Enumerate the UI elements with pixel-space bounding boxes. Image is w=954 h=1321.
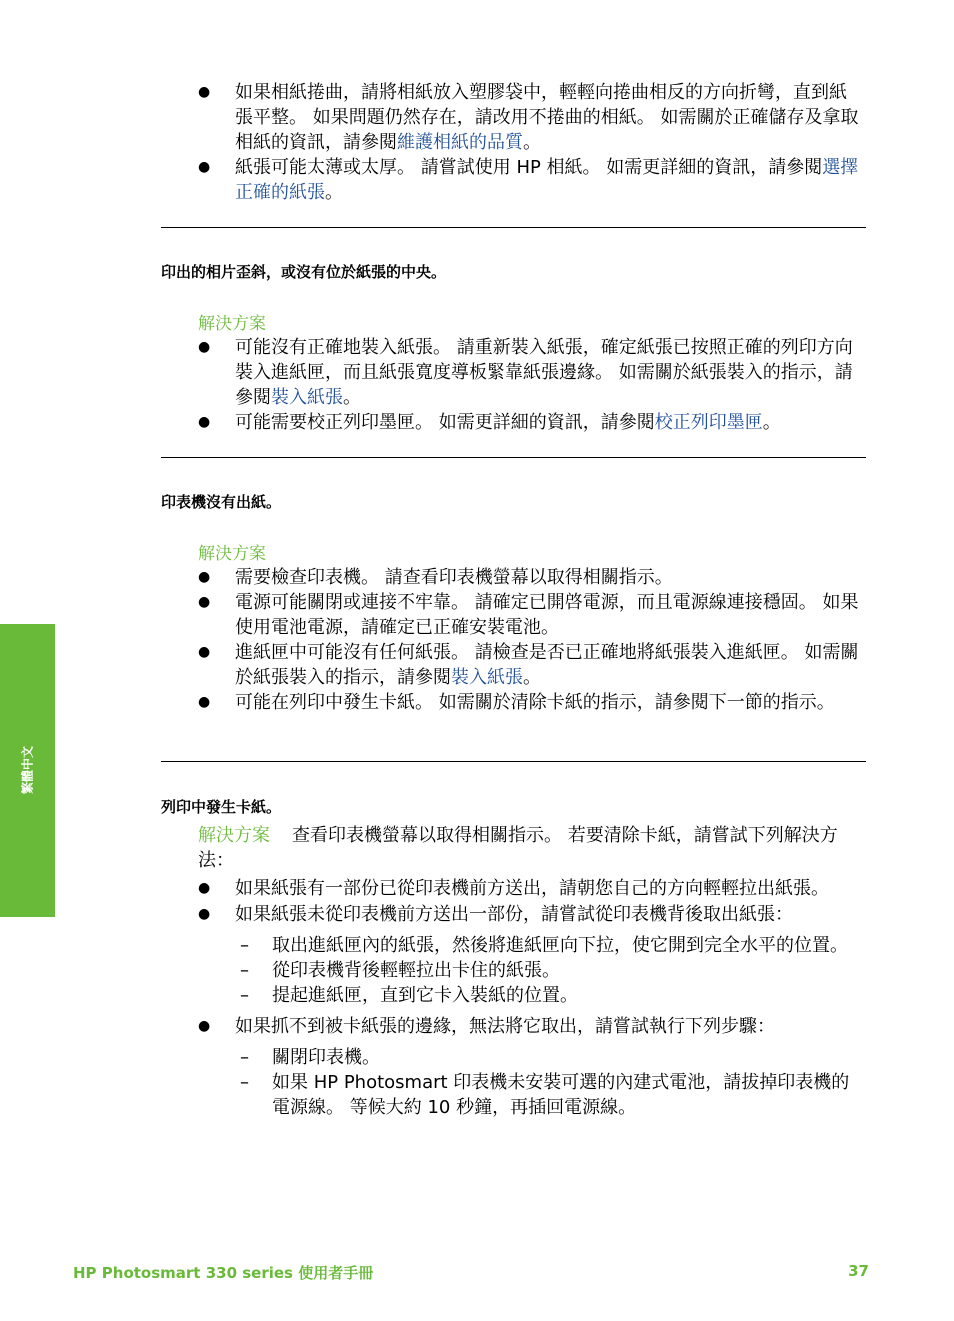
list-item [0,1014,954,1039]
list-item [0,690,954,715]
list-item [0,876,954,901]
sub-step-text: 提起進紙匣，直到它卡入裝紙的位置。 [272,985,578,1006]
section2-block [0,335,954,435]
bullet-text: 可能需要校正列印墨匣。 如需更詳細的資訊，請參閱 [235,412,655,433]
bullet-text: 如果紙張有一部份已從印表機前方送出，請朝您自己的方向輕輕拉出紙張。 [235,878,829,899]
section3-list [0,565,954,715]
section4-solution-label: 解決方案 [198,825,270,846]
bullet-icon: ● [198,906,211,922]
list-item [0,590,954,640]
sub-step-text: 從印表機背後輕輕拉出卡住的紙張。 [272,960,560,981]
bullet-text-end: 。 [523,667,541,688]
bullet-text-end: 。 [762,412,781,433]
bullet-text-end: 。 [325,182,343,203]
list-item [0,155,954,205]
section1-list [0,80,954,205]
bullet-text-end: 。 [523,132,541,153]
sub-list-item [0,1045,954,1070]
bullet-text: 如果紙張未從印表機前方送出一部份，請嘗試從印表機背後取出紙張： [235,904,793,925]
section4-block [0,876,954,1120]
section2-heading: 印出的相片歪斜，或沒有位於紙張的中央。 [161,263,447,281]
sub-list-item [0,1070,954,1120]
section4-solution-text: 查看印表機螢幕以取得相關指示。 若要清除卡紙，請嘗試下列解決方法： [198,825,838,871]
link-maintain-photo-paper[interactable]: 維護相紙的品質 [397,132,523,153]
bullet-icon: ● [198,569,211,585]
bullet-text: 可能沒有正確地裝入紙張。 請重新裝入紙張，確定紙張已按照正確的列印方向裝入進紙匣，而且紙張寬度導板緊靠紙張邊緣。 如需關於紙張裝入的指示，請參閱 [235,337,853,408]
section2-list [0,335,954,435]
section4-list [0,876,954,927]
sub-list-item [0,983,954,1008]
section4-list-cont [0,1014,954,1039]
bullet-text: 如果相紙捲曲，請將相紙放入塑膠袋中，輕輕向捲曲相反的方向折彎，直到紙張平整。 如果問題仍然存在，請改用不捲曲的相紙。 如需關於正確儲存及拿取相紙的資訊，請參閱 [235,82,859,153]
dash-icon: – [240,1072,249,1093]
bullet-icon: ● [198,644,211,660]
bullet-icon: ● [198,84,211,100]
section3-block [0,565,954,715]
sub-list-item [0,958,954,983]
bullet-icon: ● [198,339,211,355]
dash-icon: – [240,985,249,1006]
divider [161,457,866,458]
bullet-icon: ● [198,414,211,430]
list-item [0,335,954,410]
bullet-text: 進紙匣中可能沒有任何紙張。 請檢查是否已正確地將紙張裝入進紙匣。 如需關於紙張裝入的指示，請參閱 [235,642,859,688]
list-item [0,640,954,690]
link-align-cartridge[interactable]: 校正列印墨匣 [654,412,763,433]
dash-icon: – [240,960,249,981]
bullet-icon: ● [198,159,211,175]
list-item [0,565,954,590]
section4-solution-paragraph [0,823,954,873]
sub-list-item [0,933,954,958]
divider [161,761,866,762]
section4-solution [0,823,954,873]
bullet-text-end: 。 [343,387,361,408]
link-choose-right-paper[interactable]: 選擇正確的紙張 [235,157,859,203]
bullet-text: 可能在列印中發生卡紙。 如需關於清除卡紙的指示，請參閱下一節的指示。 [235,692,835,713]
section1-block [0,80,954,205]
side-tab-label: 繁體中文 [20,745,35,795]
bullet-text: 需要檢查印表機。 請查看印表機螢幕以取得相關指示。 [235,567,673,588]
bullet-text: 如果抓不到被卡紙張的邊緣，無法將它取出，請嘗試執行下列步驟： [235,1016,775,1037]
section3-solution-label: 解決方案 [198,544,266,564]
bullet-icon: ● [198,694,211,710]
section2-solution-label: 解決方案 [198,314,266,334]
bullet-icon: ● [198,594,211,610]
section4-substeps-a [0,933,954,1008]
section4-heading: 列印中發生卡紙。 [161,798,282,816]
list-item [0,902,954,927]
footer-title: HP Photosmart 330 series 使用者手冊 [73,1264,374,1282]
dash-icon: – [240,1047,249,1068]
dash-icon: – [240,935,249,956]
page-number: 37 [848,1262,869,1280]
list-item [0,410,954,435]
link-load-paper[interactable]: 裝入紙張 [271,387,343,408]
sub-step-text: 關閉印表機。 [272,1047,380,1068]
bullet-text: 紙張可能太薄或太厚。 請嘗試使用 HP 相紙。 如需更詳細的資訊，請參閱 [235,157,823,178]
section4-substeps-b [0,1045,954,1120]
bullet-icon: ● [198,1018,211,1034]
bullet-icon: ● [198,880,211,896]
sub-step-text: 取出進紙匣內的紙張，然後將進紙匣向下拉，使它開到完全水平的位置。 [272,935,848,956]
sub-step-text: 如果 HP Photosmart 印表機未安裝可選的內建式電池，請拔掉印表機的電源線。 等候大約 10 秒鐘，再插回電源線。 [272,1072,850,1118]
link-load-paper[interactable]: 裝入紙張 [451,667,523,688]
bullet-text: 電源可能關閉或連接不牢靠。 請確定已開啓電源，而且電源線連接穩固。 如果使用電池電源，請確定已正確安裝電池。 [235,592,859,638]
section3-heading: 印表機沒有出紙。 [161,493,282,511]
divider [161,227,866,228]
list-item [0,80,954,155]
